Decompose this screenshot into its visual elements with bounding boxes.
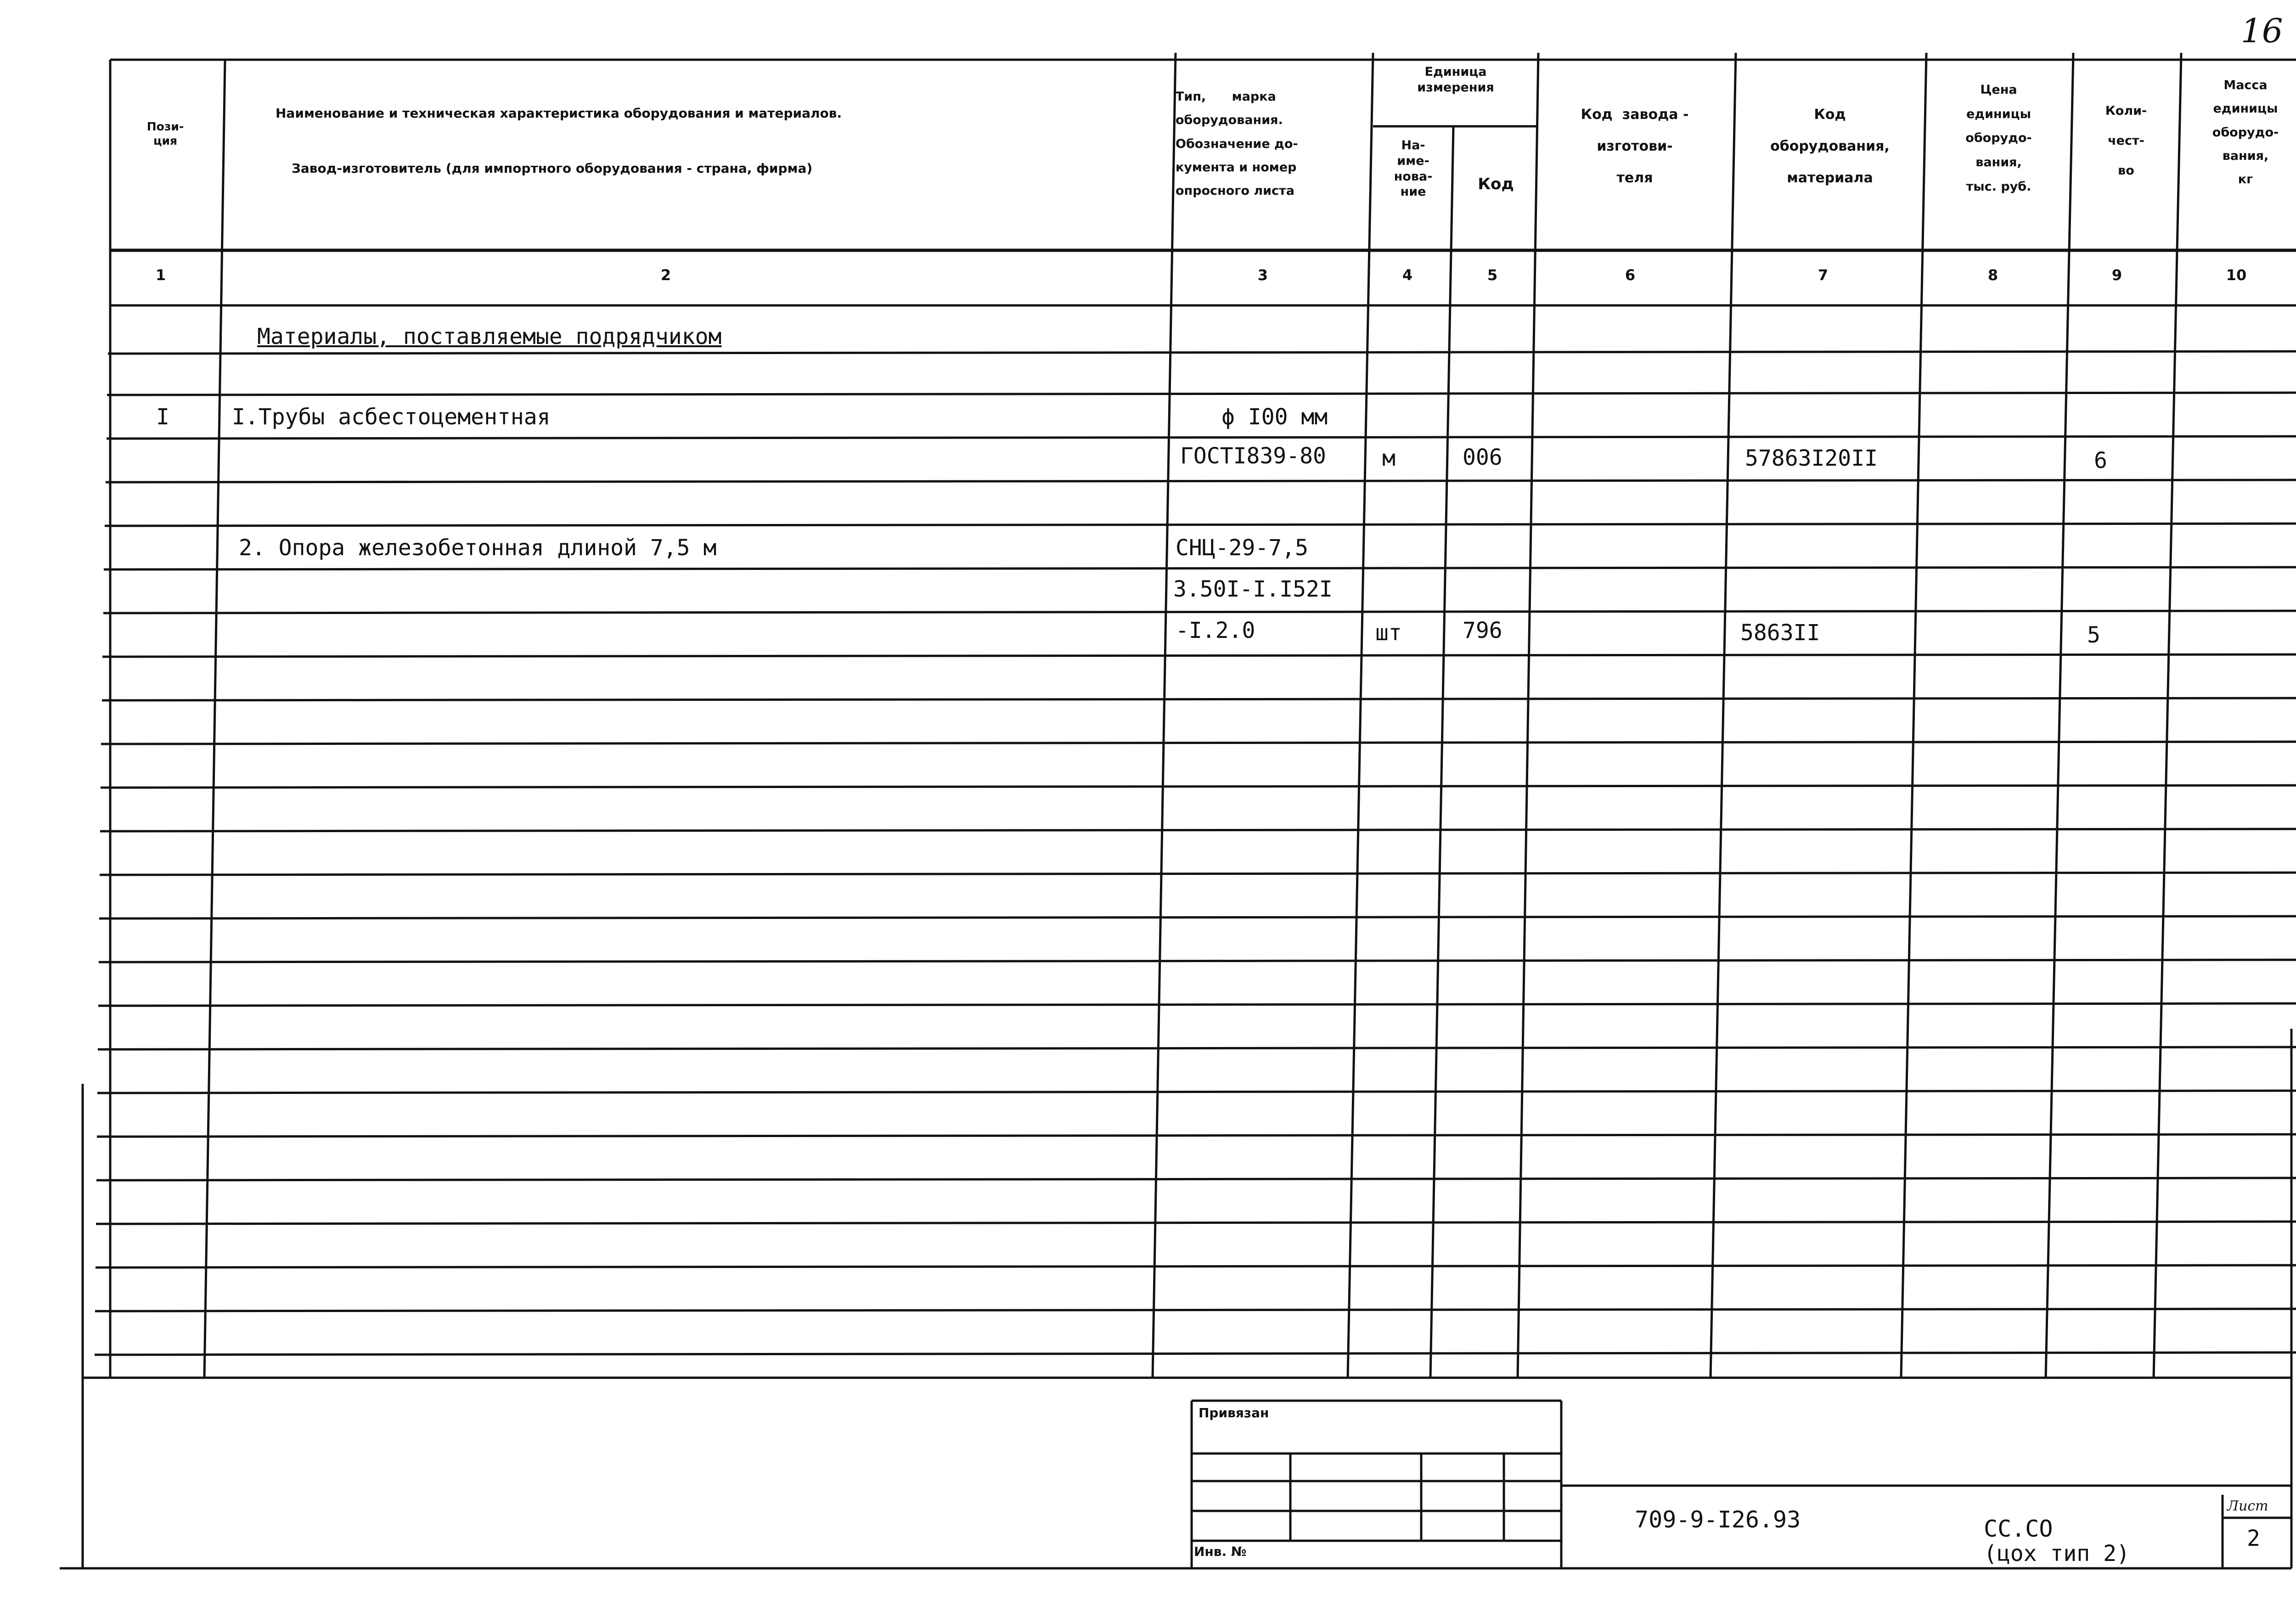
- column-number-2: 2: [660, 266, 671, 284]
- column-number-10: 10: [2226, 266, 2247, 284]
- item1-position: I: [156, 404, 169, 430]
- header-position: Пози- ция: [146, 120, 184, 148]
- header-factory-code: Код завода - изготови- теля: [1581, 107, 1689, 186]
- header-unit-group: Единица измерения: [1417, 65, 1494, 95]
- item1-unit-code: 006: [1463, 445, 1503, 470]
- column-number-9: 9: [2111, 266, 2122, 284]
- item2-quantity: 5: [2087, 622, 2100, 648]
- item2-unit-code: 796: [1463, 618, 1503, 643]
- sheet-label: Лист: [2227, 1498, 2268, 1514]
- header-unit-code: Код: [1478, 175, 1514, 193]
- header-name-line2: Завод-изготовитель (для импортного оборудования - страна, фирма): [292, 161, 813, 176]
- column-number-1: 1: [155, 266, 166, 284]
- document-number: 709-9-I26.93: [1635, 1506, 1801, 1533]
- item2-equipment-code: 5863II: [1740, 620, 1820, 646]
- item2-doc-line2: -I.2.0: [1176, 618, 1255, 643]
- header-mass: Масса единицы оборудо- вания, кг: [2212, 78, 2279, 187]
- header-unit-name: На- име- нова- ние: [1394, 138, 1433, 199]
- sheet-number: 2: [2247, 1526, 2260, 1551]
- header-equipment-code: Код оборудования, материала: [1770, 107, 1890, 186]
- header-name-line1: Наименование и техническая характеристика оборудования и материалов.: [276, 106, 842, 121]
- item1-unit: м: [1382, 445, 1396, 471]
- bound-label: Привязан: [1199, 1405, 1269, 1420]
- document-code-line1: СС.СО: [1984, 1515, 2053, 1542]
- item1-type: ϕ I00 мм: [1221, 404, 1328, 430]
- column-number-8: 8: [1987, 266, 1998, 284]
- item1-equipment-code: 57863I20II: [1745, 445, 1878, 471]
- item2-name: 2. Опора железобетонная длиной 7,5 м: [239, 535, 717, 561]
- section-title: Материалы, поставляемые подрядчиком: [257, 324, 722, 349]
- item1-doc: ГОСТI839-80: [1180, 443, 1326, 469]
- item1-quantity: 6: [2094, 448, 2107, 473]
- item2-doc-line1: 3.50I-I.I52I: [1173, 576, 1333, 602]
- document-code-line2: (цох тип 2): [1984, 1541, 2130, 1566]
- header-type: Тип, марка оборудования. Обозначение до- кумента и номер опросного листа: [1176, 90, 1298, 198]
- item1-name: I.Трубы асбестоцементная: [232, 404, 551, 430]
- header-quantity: Коли- чест- во: [2105, 104, 2147, 178]
- page-number: 16: [2241, 11, 2283, 50]
- column-number-7: 7: [1818, 266, 1829, 284]
- column-number-6: 6: [1625, 266, 1636, 284]
- item2-type: СНЦ-29-7,5: [1176, 535, 1308, 561]
- table-grid: [60, 53, 2296, 1568]
- column-number-4: 4: [1402, 266, 1413, 284]
- column-number-3: 3: [1257, 266, 1268, 284]
- inventory-label: Инв. №: [1194, 1544, 1247, 1559]
- header-price: Цена единицы оборудо- вания, тыс. руб.: [1965, 83, 2032, 194]
- column-number-5: 5: [1487, 266, 1498, 284]
- item2-unit: шт: [1375, 620, 1402, 646]
